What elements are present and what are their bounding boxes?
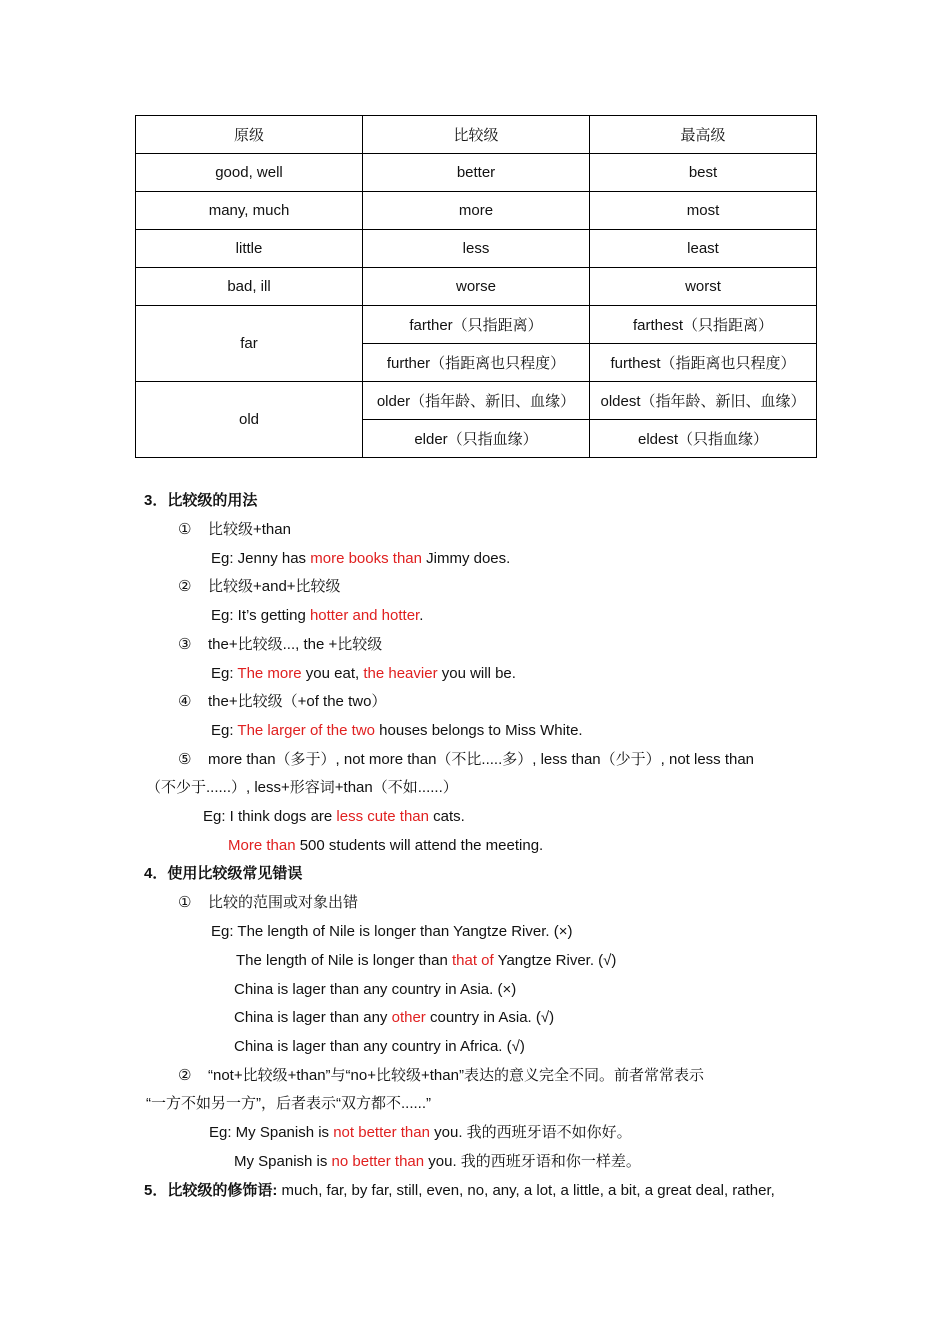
table-cell: older（指年龄、新旧、血缘） [363, 382, 590, 420]
list-item [178, 577, 341, 597]
example-text: Jimmy does. [421, 550, 511, 567]
example-text: cats. [428, 808, 465, 825]
example-line [211, 606, 423, 626]
highlight-text: the heavier [363, 665, 438, 682]
item-text: the+比较级（+of the two） [208, 693, 387, 710]
table-cell: worst [590, 268, 817, 306]
example-line [211, 549, 510, 569]
highlight-text: The larger of the two [237, 722, 375, 739]
example-line: China is lager than any country in Africa. (√) [234, 1038, 525, 1055]
example-line [234, 1008, 554, 1028]
table-cell: elder（只指血缘） [363, 420, 590, 458]
table-cell: farther（只指距离） [363, 306, 590, 344]
table-cell: better [363, 154, 590, 192]
example-text: Eg: It’s getting [211, 607, 310, 624]
table-row [136, 306, 817, 344]
example-line [209, 1123, 632, 1143]
example-text: country in Asia. (√) [425, 1009, 555, 1026]
table-cell: more [363, 192, 590, 230]
section-5-heading: 5．比较级的修饰语: [144, 1182, 278, 1199]
example-line [211, 664, 516, 684]
item-text: 比较级+than [208, 521, 291, 538]
section-5-line [144, 1181, 775, 1201]
table-cell: best [590, 154, 817, 192]
item-number: ⑤ [178, 751, 192, 768]
highlight-text: no better than [331, 1153, 425, 1170]
example-line: China is lager than any country in Asia. (×) [234, 981, 517, 998]
table-row [136, 230, 817, 268]
example-text: you. 我的西班牙语和你一样差。 [424, 1153, 641, 1170]
example-text: you eat, [301, 665, 364, 682]
table-cell: worse [363, 268, 590, 306]
highlight-text: more books than [310, 550, 422, 567]
highlight-text: not better than [333, 1124, 430, 1141]
table-cell: old [136, 382, 363, 458]
example-line [228, 836, 543, 856]
item-text: more than（多于）, not more than（不比.....多）, less than（少于）, not less than [208, 751, 755, 768]
item-continuation: “一方不如另一方”，后者表示“双方都不......” [146, 1095, 431, 1112]
highlight-text: other [391, 1009, 426, 1026]
example-text: Eg: [211, 665, 238, 682]
item-number: ① [178, 894, 192, 911]
table-row [136, 192, 817, 230]
item-number: ③ [178, 636, 192, 653]
list-item [178, 520, 291, 540]
table-cell: most [590, 192, 817, 230]
item-continuation: （不少于......）, less+形容词+than（不如......） [146, 779, 458, 796]
example-text: The length of Nile is longer than [236, 952, 452, 969]
table-cell: far [136, 306, 363, 382]
section-3-heading: 3．比较级的用法 [144, 492, 258, 509]
table-cell: oldest（指年龄、新旧、血缘） [590, 382, 817, 420]
example-text: China is lager than any [234, 1009, 392, 1026]
example-text: Eg: My Spanish is [209, 1124, 334, 1141]
table-row [136, 268, 817, 306]
table-cell: bad, ill [136, 268, 363, 306]
example-line: Eg: The length of Nile is longer than Yangtze River. (×) [211, 923, 573, 940]
example-line [211, 721, 583, 741]
example-text: you. 我的西班牙语不如你好。 [429, 1124, 632, 1141]
item-text: the+比较级..., the +比较级 [208, 636, 383, 653]
example-text: Eg: I think dogs are [203, 808, 337, 825]
example-text: Yangtze River. (√) [493, 952, 617, 969]
item-number: ① [178, 521, 192, 538]
example-line [203, 807, 465, 827]
highlight-text: less cute than [336, 808, 429, 825]
section-4-heading: 4．使用比较级常见错误 [144, 865, 303, 882]
list-item [178, 1066, 704, 1086]
header-cell: 最高级 [590, 116, 817, 154]
table-cell: less [363, 230, 590, 268]
table-cell: eldest（只指血缘） [590, 420, 817, 458]
table-row [136, 382, 817, 420]
highlight-text: hotter and hotter [309, 607, 420, 624]
item-number: ② [178, 1067, 192, 1084]
example-text: you will be. [437, 665, 516, 682]
list-item [178, 750, 754, 770]
modifier-list: much, far, by far, still, even, no, any, a lot, a little, a bit, a great deal, rather, [277, 1182, 775, 1199]
header-cell: 原级 [136, 116, 363, 154]
list-item [178, 893, 358, 913]
table-header-row [136, 116, 817, 154]
example-line [236, 951, 616, 971]
example-text: Eg: Jenny has [211, 550, 311, 567]
item-number: ② [178, 578, 192, 595]
table-cell: further（指距离也只程度） [363, 344, 590, 382]
example-text: Eg: [211, 722, 238, 739]
example-text: My Spanish is [234, 1153, 332, 1170]
highlight-text: The more [237, 665, 302, 682]
table-row [136, 154, 817, 192]
comparison-table [135, 115, 817, 458]
item-text: “not+比较级+than”与“no+比较级+than”表达的意义完全不同。前者常常表示 [208, 1067, 704, 1084]
item-number: ④ [178, 693, 192, 710]
header-cell: 比较级 [363, 116, 590, 154]
list-item [178, 692, 386, 712]
highlight-text: More than [228, 837, 296, 854]
table-cell: little [136, 230, 363, 268]
example-text: 500 students will attend the meeting. [295, 837, 544, 854]
table-cell: farthest（只指距离） [590, 306, 817, 344]
table-cell: furthest（指距离也只程度） [590, 344, 817, 382]
table-cell: good, well [136, 154, 363, 192]
table-cell: least [590, 230, 817, 268]
list-item [178, 635, 382, 655]
example-text: . [419, 607, 424, 624]
item-text: 比较的范围或对象出错 [208, 894, 359, 911]
example-line [234, 1152, 641, 1172]
example-text: houses belongs to Miss White. [375, 722, 583, 739]
item-text: 比较级+and+比较级 [208, 578, 341, 595]
highlight-text: that of [451, 952, 494, 969]
table-cell: many, much [136, 192, 363, 230]
